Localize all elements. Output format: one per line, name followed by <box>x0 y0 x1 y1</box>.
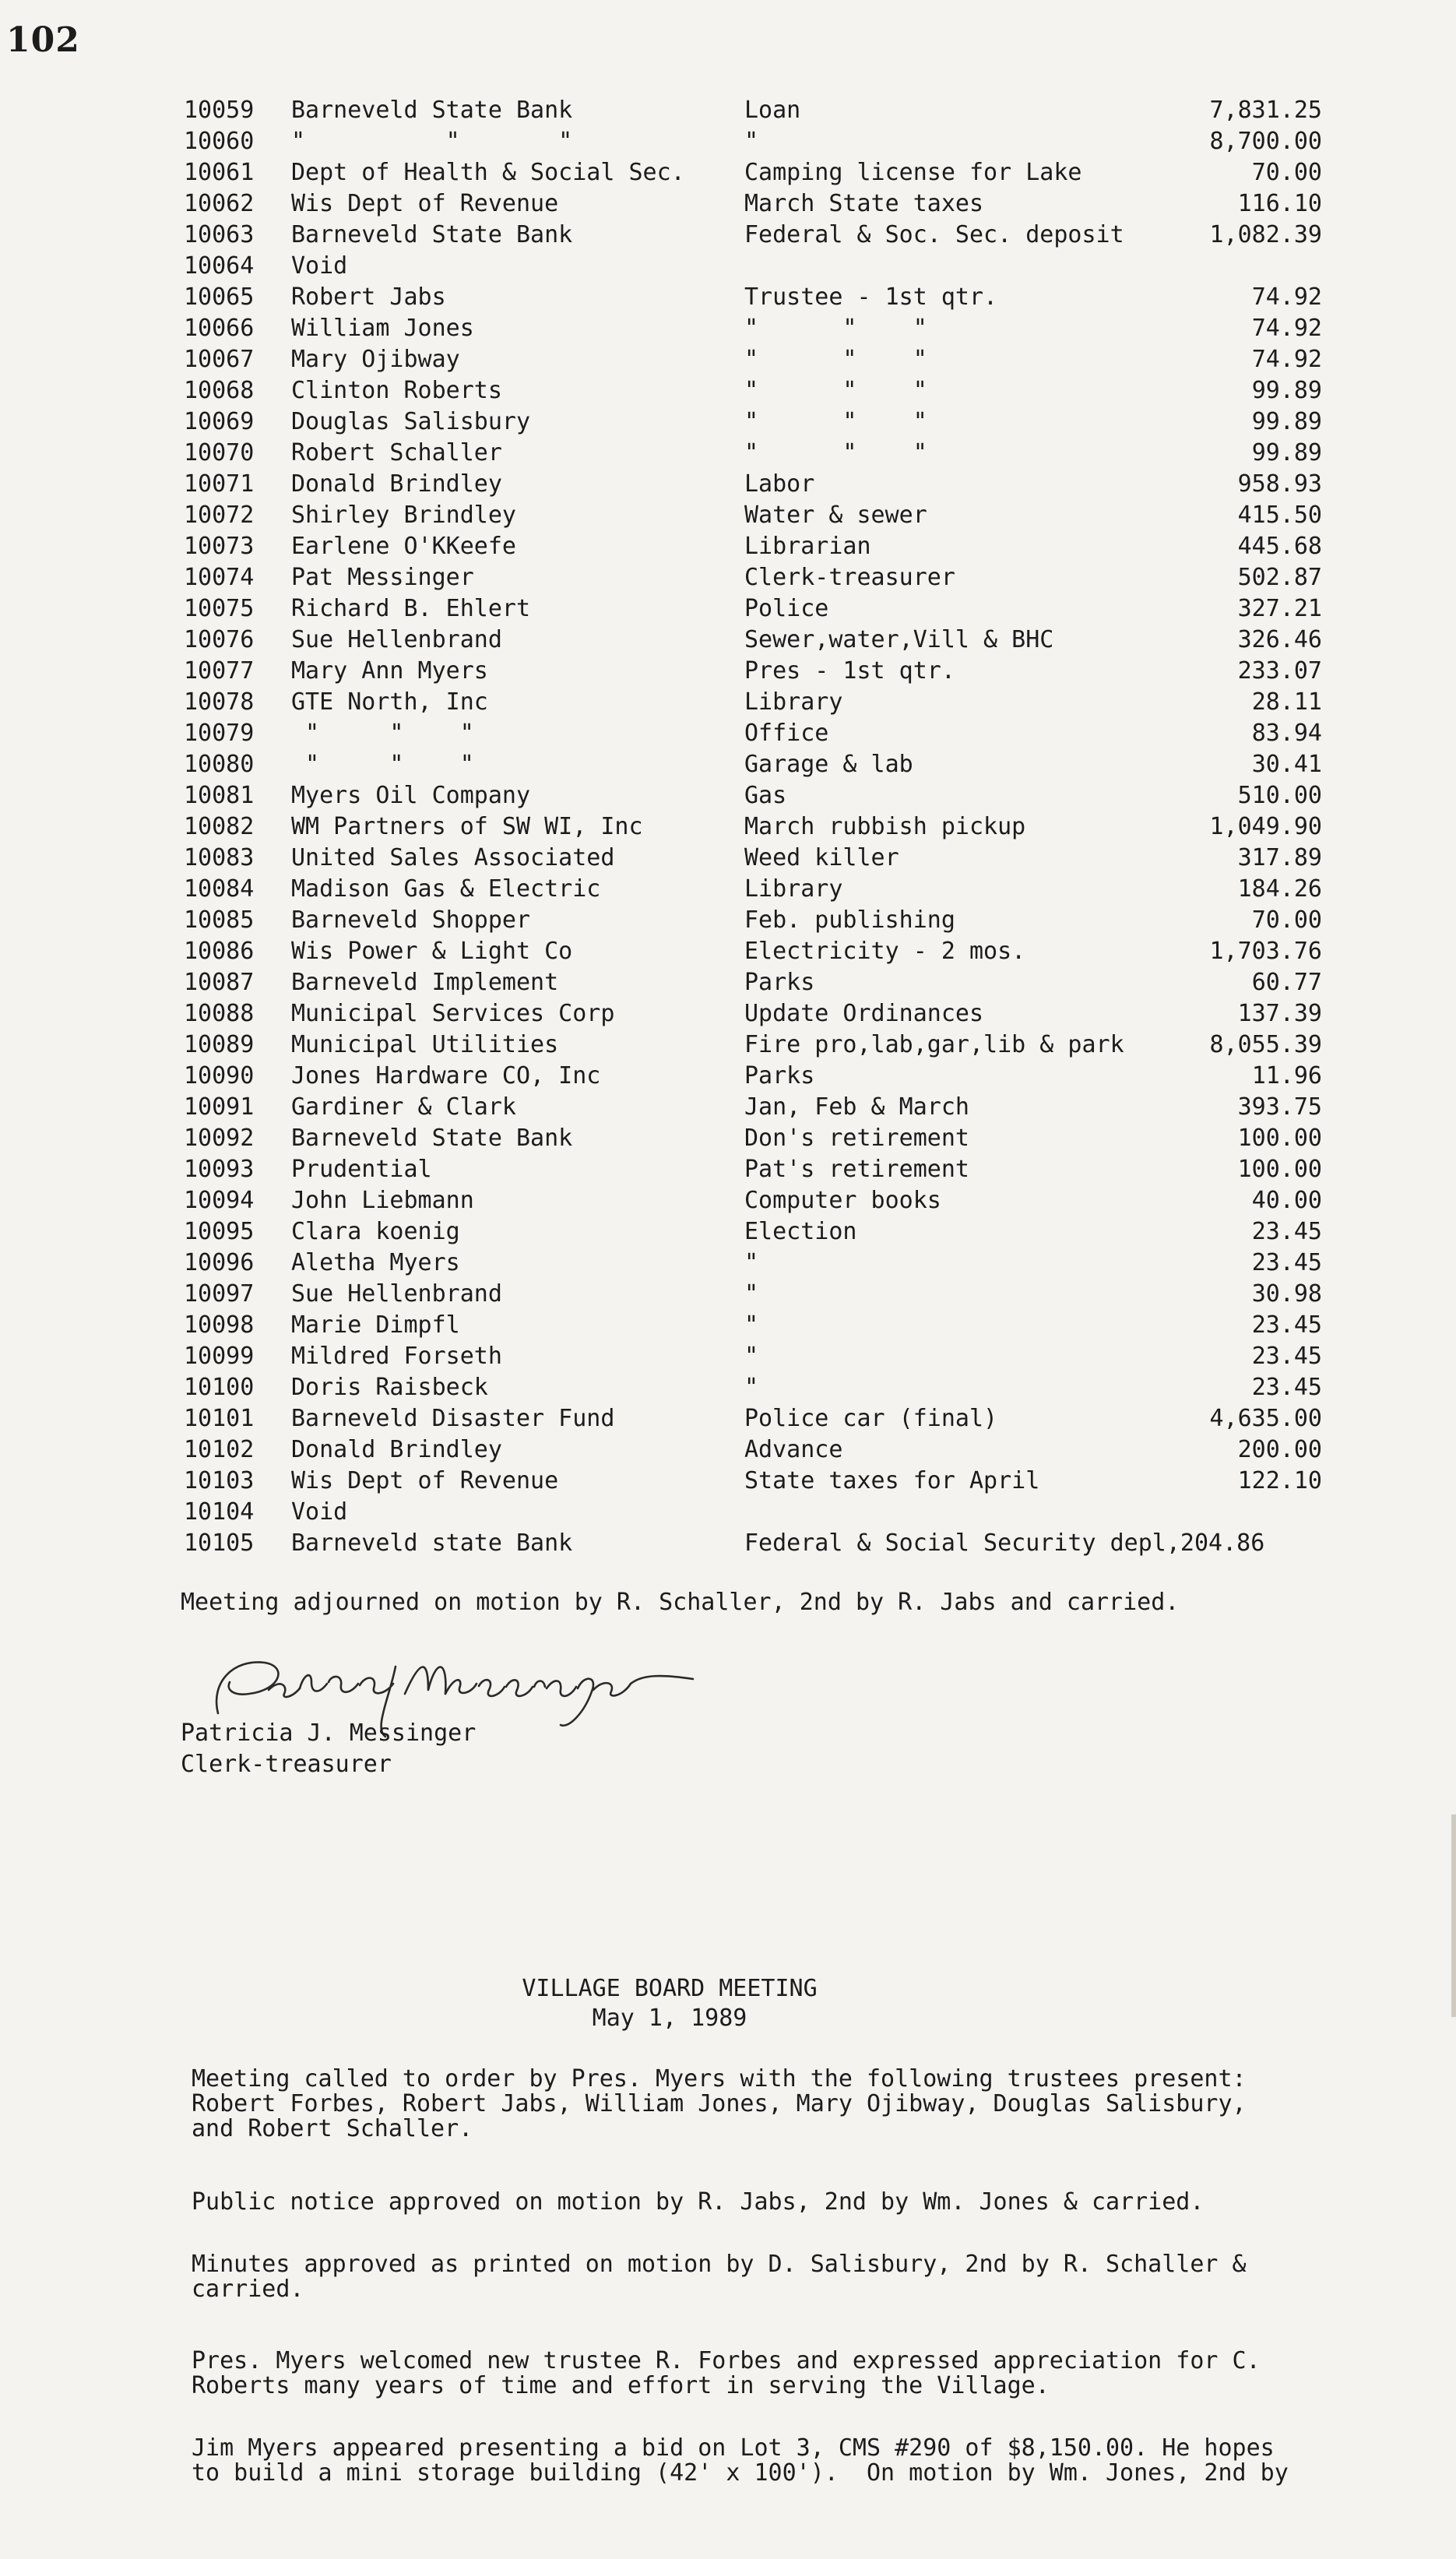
amount: 184.26 <box>1237 875 1322 903</box>
payee: Void <box>291 1498 348 1526</box>
description: " <box>744 1374 759 1401</box>
ledger-row <box>184 811 1322 843</box>
ledger-row <box>184 967 1322 998</box>
ledger-row <box>184 220 1322 251</box>
check-number: 10070 <box>184 439 255 466</box>
amount: 8,055.39 <box>1209 1031 1322 1058</box>
payee: Myers Oil Company <box>291 782 531 809</box>
payee: " " " <box>291 720 474 747</box>
description: Loan <box>744 97 801 124</box>
ledger-row <box>184 1185 1322 1216</box>
description: Federal & Soc. Sec. deposit <box>744 221 1124 248</box>
check-ledger <box>184 95 1322 1559</box>
check-number: 10086 <box>184 938 255 965</box>
description: Feb. publishing <box>744 906 955 934</box>
page-number: 102 <box>6 20 80 60</box>
description: " " " <box>744 315 927 342</box>
amount: 23.45 <box>1251 1249 1322 1276</box>
amount: 99.89 <box>1251 439 1322 466</box>
check-number: 10078 <box>184 688 255 716</box>
check-number: 10089 <box>184 1031 255 1058</box>
amount: 60.77 <box>1251 969 1322 996</box>
amount: 958.93 <box>1237 470 1322 498</box>
payee: Prudential <box>291 1156 432 1183</box>
description: Don's retirement <box>744 1125 969 1152</box>
amount: 83.94 <box>1251 720 1322 747</box>
ledger-row <box>184 998 1322 1030</box>
amount: 74.92 <box>1251 346 1322 373</box>
check-number: 10091 <box>184 1093 255 1121</box>
check-number: 10064 <box>184 252 255 280</box>
payee: Donald Brindley <box>291 1436 502 1463</box>
check-number: 10072 <box>184 502 255 529</box>
payee: Barneveld Implement <box>291 969 559 996</box>
check-number: 10063 <box>184 221 255 248</box>
amount: 100.00 <box>1237 1125 1322 1152</box>
description: " " " <box>744 439 927 466</box>
ledger-row <box>184 1030 1322 1061</box>
amount: 11.96 <box>1251 1062 1322 1089</box>
description: Election <box>744 1218 857 1245</box>
check-number: 10065 <box>184 283 255 311</box>
check-number: 10067 <box>184 346 255 373</box>
minutes-paragraph: Pres. Myers welcomed new trustee R. Forbes and expressed appreciation for C. Roberts many years of time and effort in serving the Village. <box>192 2347 1261 2399</box>
description: " <box>744 128 759 155</box>
check-number: 10087 <box>184 969 255 996</box>
check-number: 10093 <box>184 1156 255 1183</box>
ledger-row <box>184 375 1322 407</box>
minutes-paragraph: Meeting called to order by Pres. Myers with the following trustees present: Robert Forbes, Robert Jabs, William Jones, Mary Ojibway, Douglas Salisbury, and Robert Schaller. <box>192 2065 1247 2142</box>
check-number: 10096 <box>184 1249 255 1276</box>
description: Federal & Social Security depl,204.86 <box>744 1529 1265 1557</box>
ledger-row <box>184 593 1322 625</box>
amount: 70.00 <box>1251 906 1322 934</box>
description: " " " <box>744 377 927 404</box>
payee: Douglas Salisbury <box>291 408 531 435</box>
payee: Aletha Myers <box>291 1249 460 1276</box>
ledger-row <box>184 126 1322 157</box>
payee: Wis Dept of Revenue <box>291 190 559 217</box>
check-number: 10102 <box>184 1436 255 1463</box>
payee: Madison Gas & Electric <box>291 875 601 903</box>
payee: Pat Messinger <box>291 564 474 591</box>
amount: 23.45 <box>1251 1374 1322 1401</box>
payee: Clinton Roberts <box>291 377 502 404</box>
minutes-paragraph: Jim Myers appeared presenting a bid on Lot 3, CMS #290 of $8,150.00. He hopes to build a mini storage building (42' x 100'). On motion by Wm. Jones, 2nd by <box>192 2434 1289 2487</box>
payee: Barneveld State Bank <box>291 1125 573 1152</box>
ledger-row <box>184 251 1322 282</box>
ledger-row <box>184 1248 1322 1279</box>
payee: Barneveld Disaster Fund <box>291 1405 615 1432</box>
amount: 74.92 <box>1251 315 1322 342</box>
payee: GTE North, Inc <box>291 688 488 716</box>
amount: 40.00 <box>1251 1187 1322 1214</box>
signer-title: Clerk-treasurer <box>181 1751 392 1778</box>
amount: 445.68 <box>1237 533 1322 560</box>
payee: Earlene O'KKeefe <box>291 533 516 560</box>
description: Parks <box>744 969 815 996</box>
payee: Jones Hardware CO, Inc <box>291 1062 601 1089</box>
check-number: 10081 <box>184 782 255 809</box>
ledger-row <box>184 656 1322 687</box>
ledger-row <box>184 1497 1322 1528</box>
description: Weed killer <box>744 844 899 871</box>
amount: 233.07 <box>1237 657 1322 685</box>
amount: 23.45 <box>1251 1311 1322 1339</box>
ledger-row <box>184 1341 1322 1372</box>
payee: Void <box>291 252 348 280</box>
description: Clerk-treasurer <box>744 564 955 591</box>
payee: Marie Dimpfl <box>291 1311 460 1339</box>
ledger-row <box>184 687 1322 718</box>
ledger-row <box>184 1216 1322 1248</box>
payee: Mary Ojibway <box>291 346 460 373</box>
description: Office <box>744 720 829 747</box>
amount: 327.21 <box>1237 595 1322 622</box>
ledger-row <box>184 407 1322 438</box>
ledger-row <box>184 874 1322 905</box>
amount: 200.00 <box>1237 1436 1322 1463</box>
check-number: 10101 <box>184 1405 255 1432</box>
ledger-row <box>184 718 1322 749</box>
signer-name: Patricia J. Messinger <box>181 1719 477 1747</box>
check-number: 10075 <box>184 595 255 622</box>
ledger-row <box>184 1434 1322 1466</box>
description: Water & sewer <box>744 502 927 529</box>
description: Police <box>744 595 829 622</box>
description: March rubbish pickup <box>744 813 1026 840</box>
amount: 4,635.00 <box>1209 1405 1322 1432</box>
payee: United Sales Associated <box>291 844 615 871</box>
description: Trustee - 1st qtr. <box>744 283 998 311</box>
payee: Barneveld State Bank <box>291 97 573 124</box>
description: Camping license for Lake <box>744 159 1082 186</box>
payee: William Jones <box>291 315 474 342</box>
payee: WM Partners of SW WI, Inc <box>291 813 643 840</box>
payee: " " " <box>291 751 474 778</box>
payee: Dept of Health & Social Sec. <box>291 159 685 186</box>
amount: 30.41 <box>1251 751 1322 778</box>
amount: 28.11 <box>1251 688 1322 716</box>
ledger-row <box>184 157 1322 188</box>
amount: 7,831.25 <box>1209 97 1322 124</box>
check-number: 10088 <box>184 1000 255 1027</box>
ledger-row <box>184 1466 1322 1497</box>
amount: 8,700.00 <box>1209 128 1322 155</box>
check-number: 10085 <box>184 906 255 934</box>
amount: 326.46 <box>1237 626 1322 653</box>
ledger-row <box>184 562 1322 593</box>
check-number: 10073 <box>184 533 255 560</box>
check-number: 10095 <box>184 1218 255 1245</box>
amount: 510.00 <box>1237 782 1322 809</box>
ledger-row <box>184 188 1322 220</box>
payee: Mary Ann Myers <box>291 657 488 685</box>
check-number: 10066 <box>184 315 255 342</box>
amount: 502.87 <box>1237 564 1322 591</box>
description: Computer books <box>744 1187 941 1214</box>
amount: 1,082.39 <box>1209 221 1322 248</box>
description: Electricity - 2 mos. <box>744 938 1026 965</box>
check-number: 10074 <box>184 564 255 591</box>
check-number: 10094 <box>184 1187 255 1214</box>
payee: John Liebmann <box>291 1187 474 1214</box>
meeting-date: May 1, 1989 <box>592 2005 747 2032</box>
amount: 30.98 <box>1251 1280 1322 1308</box>
ledger-row <box>184 1310 1322 1341</box>
description: " " " <box>744 346 927 373</box>
payee: Donald Brindley <box>291 470 502 498</box>
amount: 393.75 <box>1237 1093 1322 1121</box>
description: Library <box>744 875 843 903</box>
ledger-row <box>184 1403 1322 1434</box>
ledger-row <box>184 1528 1322 1559</box>
description: " " " <box>744 408 927 435</box>
check-number: 10059 <box>184 97 255 124</box>
ledger-row <box>184 1123 1322 1154</box>
check-number: 10062 <box>184 190 255 217</box>
check-number: 10105 <box>184 1529 255 1557</box>
description: Garage & lab <box>744 751 913 778</box>
ledger-row <box>184 905 1322 936</box>
description: Gas <box>744 782 787 809</box>
payee: Robert Jabs <box>291 283 446 311</box>
description: Pres - 1st qtr. <box>744 657 955 685</box>
payee: Municipal Services Corp <box>291 1000 615 1027</box>
amount: 100.00 <box>1237 1156 1322 1183</box>
minutes-paragraph: Public notice approved on motion by R. Jabs, 2nd by Wm. Jones & carried. <box>192 2188 1205 2216</box>
ledger-row <box>184 1154 1322 1185</box>
check-number: 10104 <box>184 1498 255 1526</box>
description: State taxes for April <box>744 1467 1040 1494</box>
amount: 317.89 <box>1237 844 1322 871</box>
check-number: 10098 <box>184 1311 255 1339</box>
payee: Doris Raisbeck <box>291 1374 488 1401</box>
page-edge-shadow <box>1451 1815 1456 2017</box>
amount: 122.10 <box>1237 1467 1322 1494</box>
ledger-row <box>184 749 1322 780</box>
description: Advance <box>744 1436 843 1463</box>
ledger-row <box>184 1061 1322 1092</box>
payee: Barneveld State Bank <box>291 221 573 248</box>
amount: 137.39 <box>1237 1000 1322 1027</box>
check-number: 10100 <box>184 1374 255 1401</box>
amount: 23.45 <box>1251 1343 1322 1370</box>
ledger-row <box>184 500 1322 531</box>
amount: 116.10 <box>1237 190 1322 217</box>
description: March State taxes <box>744 190 984 217</box>
description: Update Ordinances <box>744 1000 984 1027</box>
description: Parks <box>744 1062 815 1089</box>
ledger-row <box>184 313 1322 344</box>
check-number: 10068 <box>184 377 255 404</box>
adjournment-note: Meeting adjourned on motion by R. Schaller, 2nd by R. Jabs and carried. <box>181 1589 1180 1616</box>
check-number: 10080 <box>184 751 255 778</box>
payee: " " " <box>291 128 573 155</box>
ledger-row <box>184 1092 1322 1123</box>
ledger-row <box>184 344 1322 375</box>
amount: 74.92 <box>1251 283 1322 311</box>
amount: 70.00 <box>1251 159 1322 186</box>
payee: Wis Power & Light Co <box>291 938 573 965</box>
description: Sewer,water,Vill & BHC <box>744 626 1054 653</box>
check-number: 10061 <box>184 159 255 186</box>
payee: Sue Hellenbrand <box>291 626 502 653</box>
ledger-row <box>184 282 1322 313</box>
payee: Barneveld state Bank <box>291 1529 573 1557</box>
ledger-row <box>184 469 1322 500</box>
amount: 99.89 <box>1251 377 1322 404</box>
description: Librarian <box>744 533 871 560</box>
check-number: 10083 <box>184 844 255 871</box>
check-number: 10076 <box>184 626 255 653</box>
check-number: 10097 <box>184 1280 255 1308</box>
check-number: 10090 <box>184 1062 255 1089</box>
payee: Wis Dept of Revenue <box>291 1467 559 1494</box>
minutes-paragraph: Minutes approved as printed on motion by D. Salisbury, 2nd by R. Schaller & carried. <box>192 2251 1247 2303</box>
description: Pat's retirement <box>744 1156 969 1183</box>
ledger-row <box>184 780 1322 811</box>
ledger-row <box>184 936 1322 967</box>
payee: Richard B. Ehlert <box>291 595 531 622</box>
description: Fire pro,lab,gar,lib & park <box>744 1031 1124 1058</box>
description: " <box>744 1343 759 1370</box>
payee: Shirley Brindley <box>291 502 516 529</box>
description: " <box>744 1249 759 1276</box>
description: Labor <box>744 470 815 498</box>
payee: Mildred Forseth <box>291 1343 502 1370</box>
payee: Sue Hellenbrand <box>291 1280 502 1308</box>
check-number: 10060 <box>184 128 255 155</box>
payee: Clara koenig <box>291 1218 460 1245</box>
check-number: 10079 <box>184 720 255 747</box>
payee: Barneveld Shopper <box>291 906 531 934</box>
check-number: 10069 <box>184 408 255 435</box>
description: Jan, Feb & March <box>744 1093 969 1121</box>
amount: 1,049.90 <box>1209 813 1322 840</box>
ledger-row <box>184 95 1322 126</box>
description: Library <box>744 688 843 716</box>
amount: 1,703.76 <box>1209 938 1322 965</box>
ledger-row <box>184 1372 1322 1403</box>
check-number: 10099 <box>184 1343 255 1370</box>
check-number: 10103 <box>184 1467 255 1494</box>
description: " <box>744 1311 759 1339</box>
ledger-row <box>184 625 1322 656</box>
check-number: 10092 <box>184 1125 255 1152</box>
amount: 23.45 <box>1251 1218 1322 1245</box>
description: Police car (final) <box>744 1405 998 1432</box>
check-number: 10071 <box>184 470 255 498</box>
amount: 415.50 <box>1237 502 1322 529</box>
payee: Gardiner & Clark <box>291 1093 516 1121</box>
check-number: 10082 <box>184 813 255 840</box>
ledger-row <box>184 843 1322 874</box>
ledger-row <box>184 531 1322 562</box>
ledger-row <box>184 1279 1322 1310</box>
payee: Robert Schaller <box>291 439 502 466</box>
payee: Municipal Utilities <box>291 1031 559 1058</box>
amount: 99.89 <box>1251 408 1322 435</box>
check-number: 10084 <box>184 875 255 903</box>
meeting-title: VILLAGE BOARD MEETING <box>522 1975 818 2002</box>
check-number: 10077 <box>184 657 255 685</box>
ledger-row <box>184 438 1322 469</box>
description: " <box>744 1280 759 1308</box>
